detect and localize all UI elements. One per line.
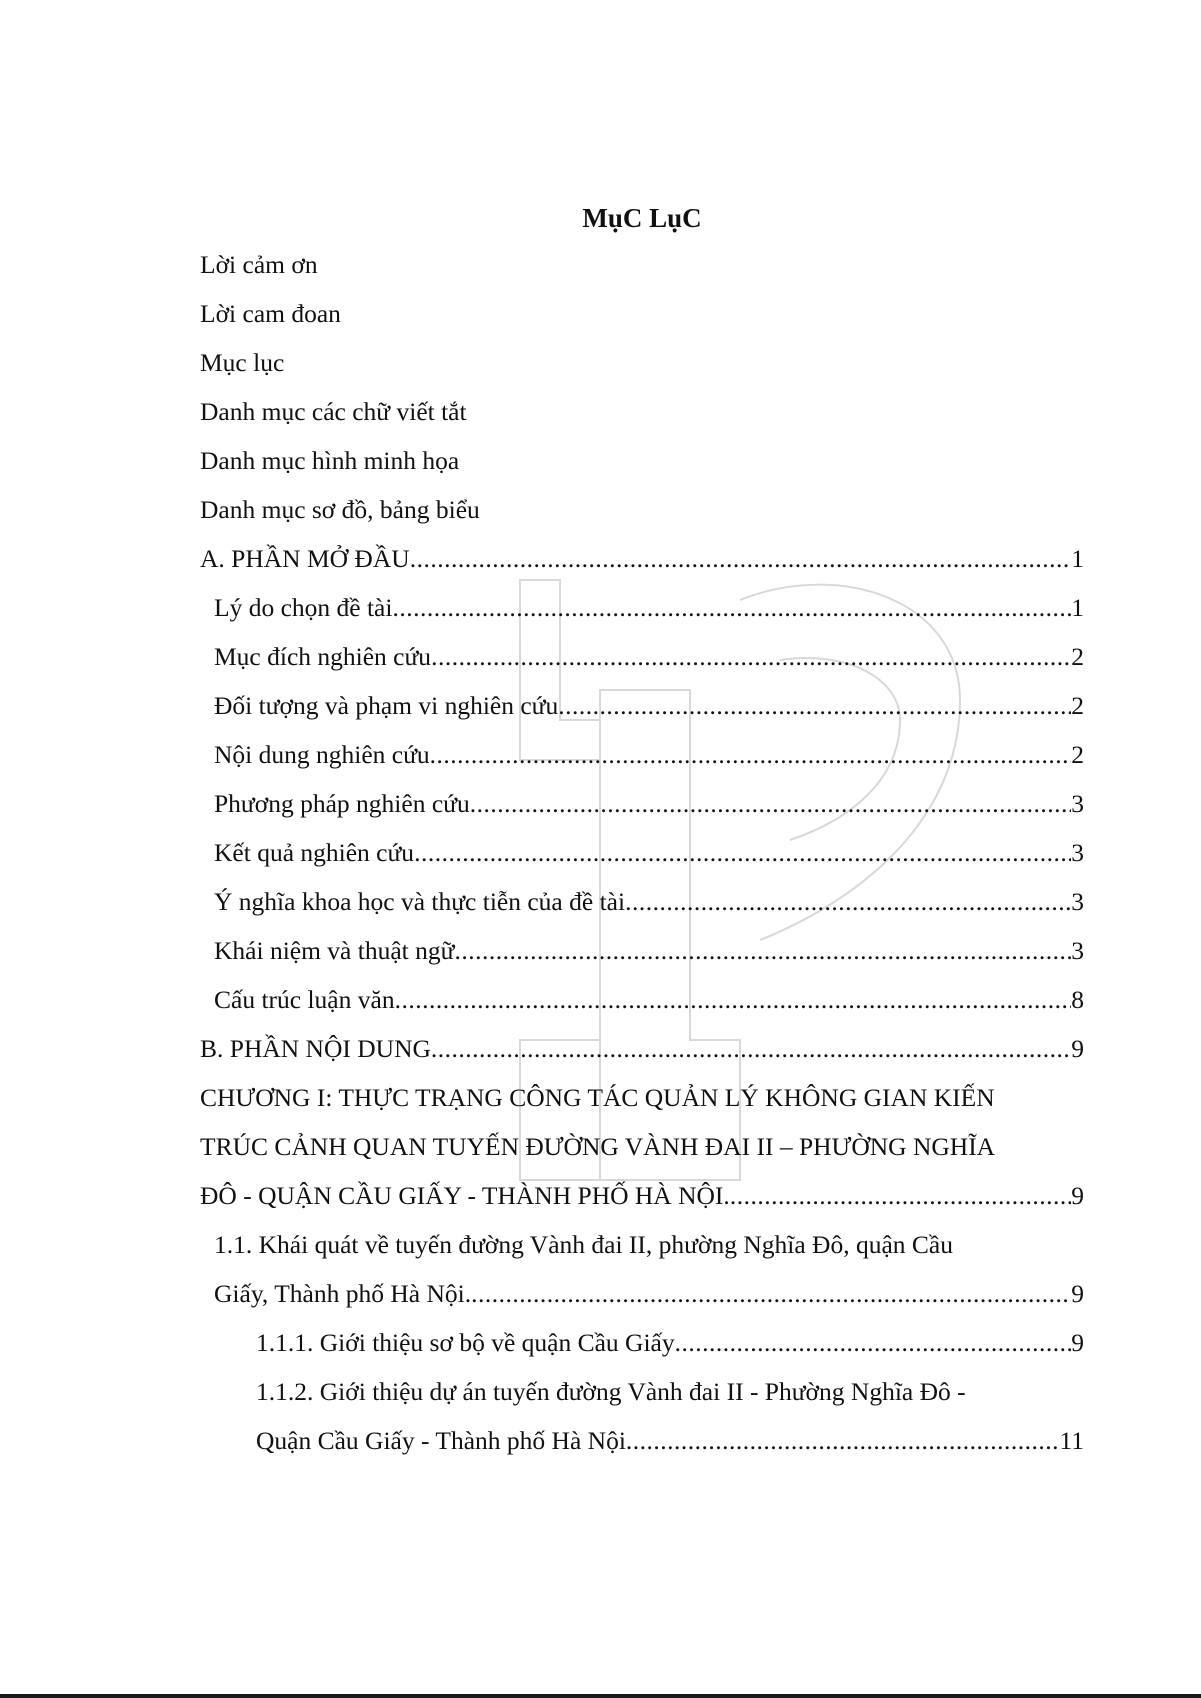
- toc-entry[interactable]: [200, 828, 1084, 877]
- dot-leader: [626, 1416, 1060, 1465]
- toc-entry-page: 2: [1071, 740, 1084, 769]
- toc-title: MụC LụC: [582, 203, 702, 233]
- dot-leader: [675, 1318, 1072, 1367]
- dot-leader: [730, 1171, 1071, 1220]
- toc-entry-label: Nội dung nghiên cứu: [214, 740, 430, 769]
- page-bottom-border: [0, 1694, 1201, 1698]
- toc-entry-page: 9: [1071, 1279, 1084, 1308]
- toc-entry-label: Khái niệm và thuật ngữ: [214, 936, 455, 965]
- toc-entry-label-line: Giấy, Thành phố Hà Nội.: [214, 1279, 472, 1308]
- toc-entry-page: 3: [1071, 838, 1084, 867]
- toc-front-acknowledgements: Lời cảm ơn: [200, 250, 318, 279]
- toc-entry-label-line: CHƯƠNG I: THỰC TRẠNG CÔNG TÁC QUẢN LÝ KHÔNG GIAN KIẾN: [200, 1083, 995, 1112]
- toc-front-abbreviations: Danh mục các chữ viết tắt: [200, 397, 467, 426]
- toc-entry-page: 11: [1059, 1426, 1084, 1455]
- toc-entry-chapter-1[interactable]: [200, 1073, 1084, 1220]
- toc-entry-section-1-1-1[interactable]: [200, 1318, 1084, 1367]
- toc-front-tables: Danh mục sơ đồ, bảng biểu: [200, 495, 480, 524]
- toc-entry-label: Mục đích nghiên cứu: [214, 642, 432, 671]
- dot-leader: [625, 877, 1071, 926]
- table-of-contents: [200, 196, 1084, 1465]
- toc-entry[interactable]: [200, 583, 1084, 632]
- dot-leader: [454, 926, 1071, 975]
- toc-entry[interactable]: [200, 975, 1084, 1024]
- toc-entry-page: 8: [1071, 985, 1084, 1014]
- toc-entry-label: 1.1.1. Giới thiệu sơ bộ về quận Cầu Giấy: [256, 1328, 675, 1357]
- toc-entry-page: 1: [1071, 544, 1084, 573]
- toc-entry[interactable]: [200, 779, 1084, 828]
- toc-front-declaration: Lời cam đoan: [200, 299, 341, 328]
- toc-entry-page: 9: [1071, 1328, 1084, 1357]
- toc-entry-label-line: Quận Cầu Giấy - Thành phố Hà Nội: [256, 1426, 626, 1455]
- toc-entry-label: Kết quả nghiên cứu: [214, 838, 415, 867]
- dot-leader: [431, 1024, 1071, 1073]
- dot-leader: [431, 632, 1071, 681]
- toc-entry-page: 3: [1071, 936, 1084, 965]
- toc-entry-label-line: ĐÔ - QUẬN CẦU GIẤY - THÀNH PHỐ HÀ NỘI.: [200, 1181, 730, 1210]
- toc-entry-label: Ý nghĩa khoa học và thực tiễn của đề tài: [214, 887, 626, 916]
- toc-entry[interactable]: [200, 730, 1084, 779]
- dot-leader: [471, 1269, 1071, 1318]
- dot-leader: [470, 779, 1072, 828]
- toc-entry-section-1-1[interactable]: [200, 1220, 1084, 1318]
- toc-entry-label-line: TRÚC CẢNH QUAN TUYẾN ĐƯỜNG VÀNH ĐAI II – PHƯỜNG NGHĨA: [200, 1132, 996, 1161]
- toc-entry-label-line: 1.1.2. Giới thiệu dự án tuyến đường Vành đai II - Phường Nghĩa Đô -: [256, 1377, 966, 1406]
- toc-entry-label: Phương pháp nghiên cứu: [214, 789, 470, 818]
- toc-entry-label-line: 1.1. Khái quát về tuyến đường Vành đai II, phường Nghĩa Đô, quận Cầu: [214, 1230, 953, 1259]
- toc-entry-part-b[interactable]: [200, 1024, 1084, 1073]
- toc-entry[interactable]: [200, 632, 1084, 681]
- toc-entry-page: 3: [1071, 887, 1084, 916]
- toc-entry-part-a[interactable]: [200, 534, 1084, 583]
- toc-entry-page: 9: [1071, 1034, 1084, 1063]
- toc-entry-label: Cấu trúc luận văn: [214, 985, 395, 1014]
- dot-leader: [410, 534, 1072, 583]
- dot-leader: [430, 730, 1072, 779]
- toc-entry-label: A. PHẦN MỞ ĐẦU: [200, 544, 410, 573]
- toc-entry-label: Lý do chọn đề tài: [214, 593, 393, 622]
- toc-entry-label: Đối tượng và phạm vi nghiên cứu: [214, 691, 559, 720]
- dot-leader: [392, 583, 1071, 632]
- toc-entry[interactable]: [200, 926, 1084, 975]
- toc-entry-page: 1: [1071, 593, 1084, 622]
- toc-entry[interactable]: [200, 681, 1084, 730]
- toc-entry[interactable]: [200, 877, 1084, 926]
- toc-front-figures: Danh mục hình minh họa: [200, 446, 460, 475]
- toc-entry-page: 2: [1071, 691, 1084, 720]
- toc-entry-page: 9: [1071, 1181, 1084, 1210]
- toc-front-contents: Mục lục: [200, 348, 285, 377]
- toc-entry-page: 2: [1071, 642, 1084, 671]
- dot-leader: [414, 828, 1071, 877]
- toc-entry-section-1-1-2[interactable]: [200, 1367, 1084, 1465]
- toc-entry-page: 3: [1071, 789, 1084, 818]
- dot-leader: [395, 975, 1072, 1024]
- dot-leader: [558, 681, 1071, 730]
- toc-entry-label: B. PHẦN NỘI DUNG: [200, 1034, 431, 1063]
